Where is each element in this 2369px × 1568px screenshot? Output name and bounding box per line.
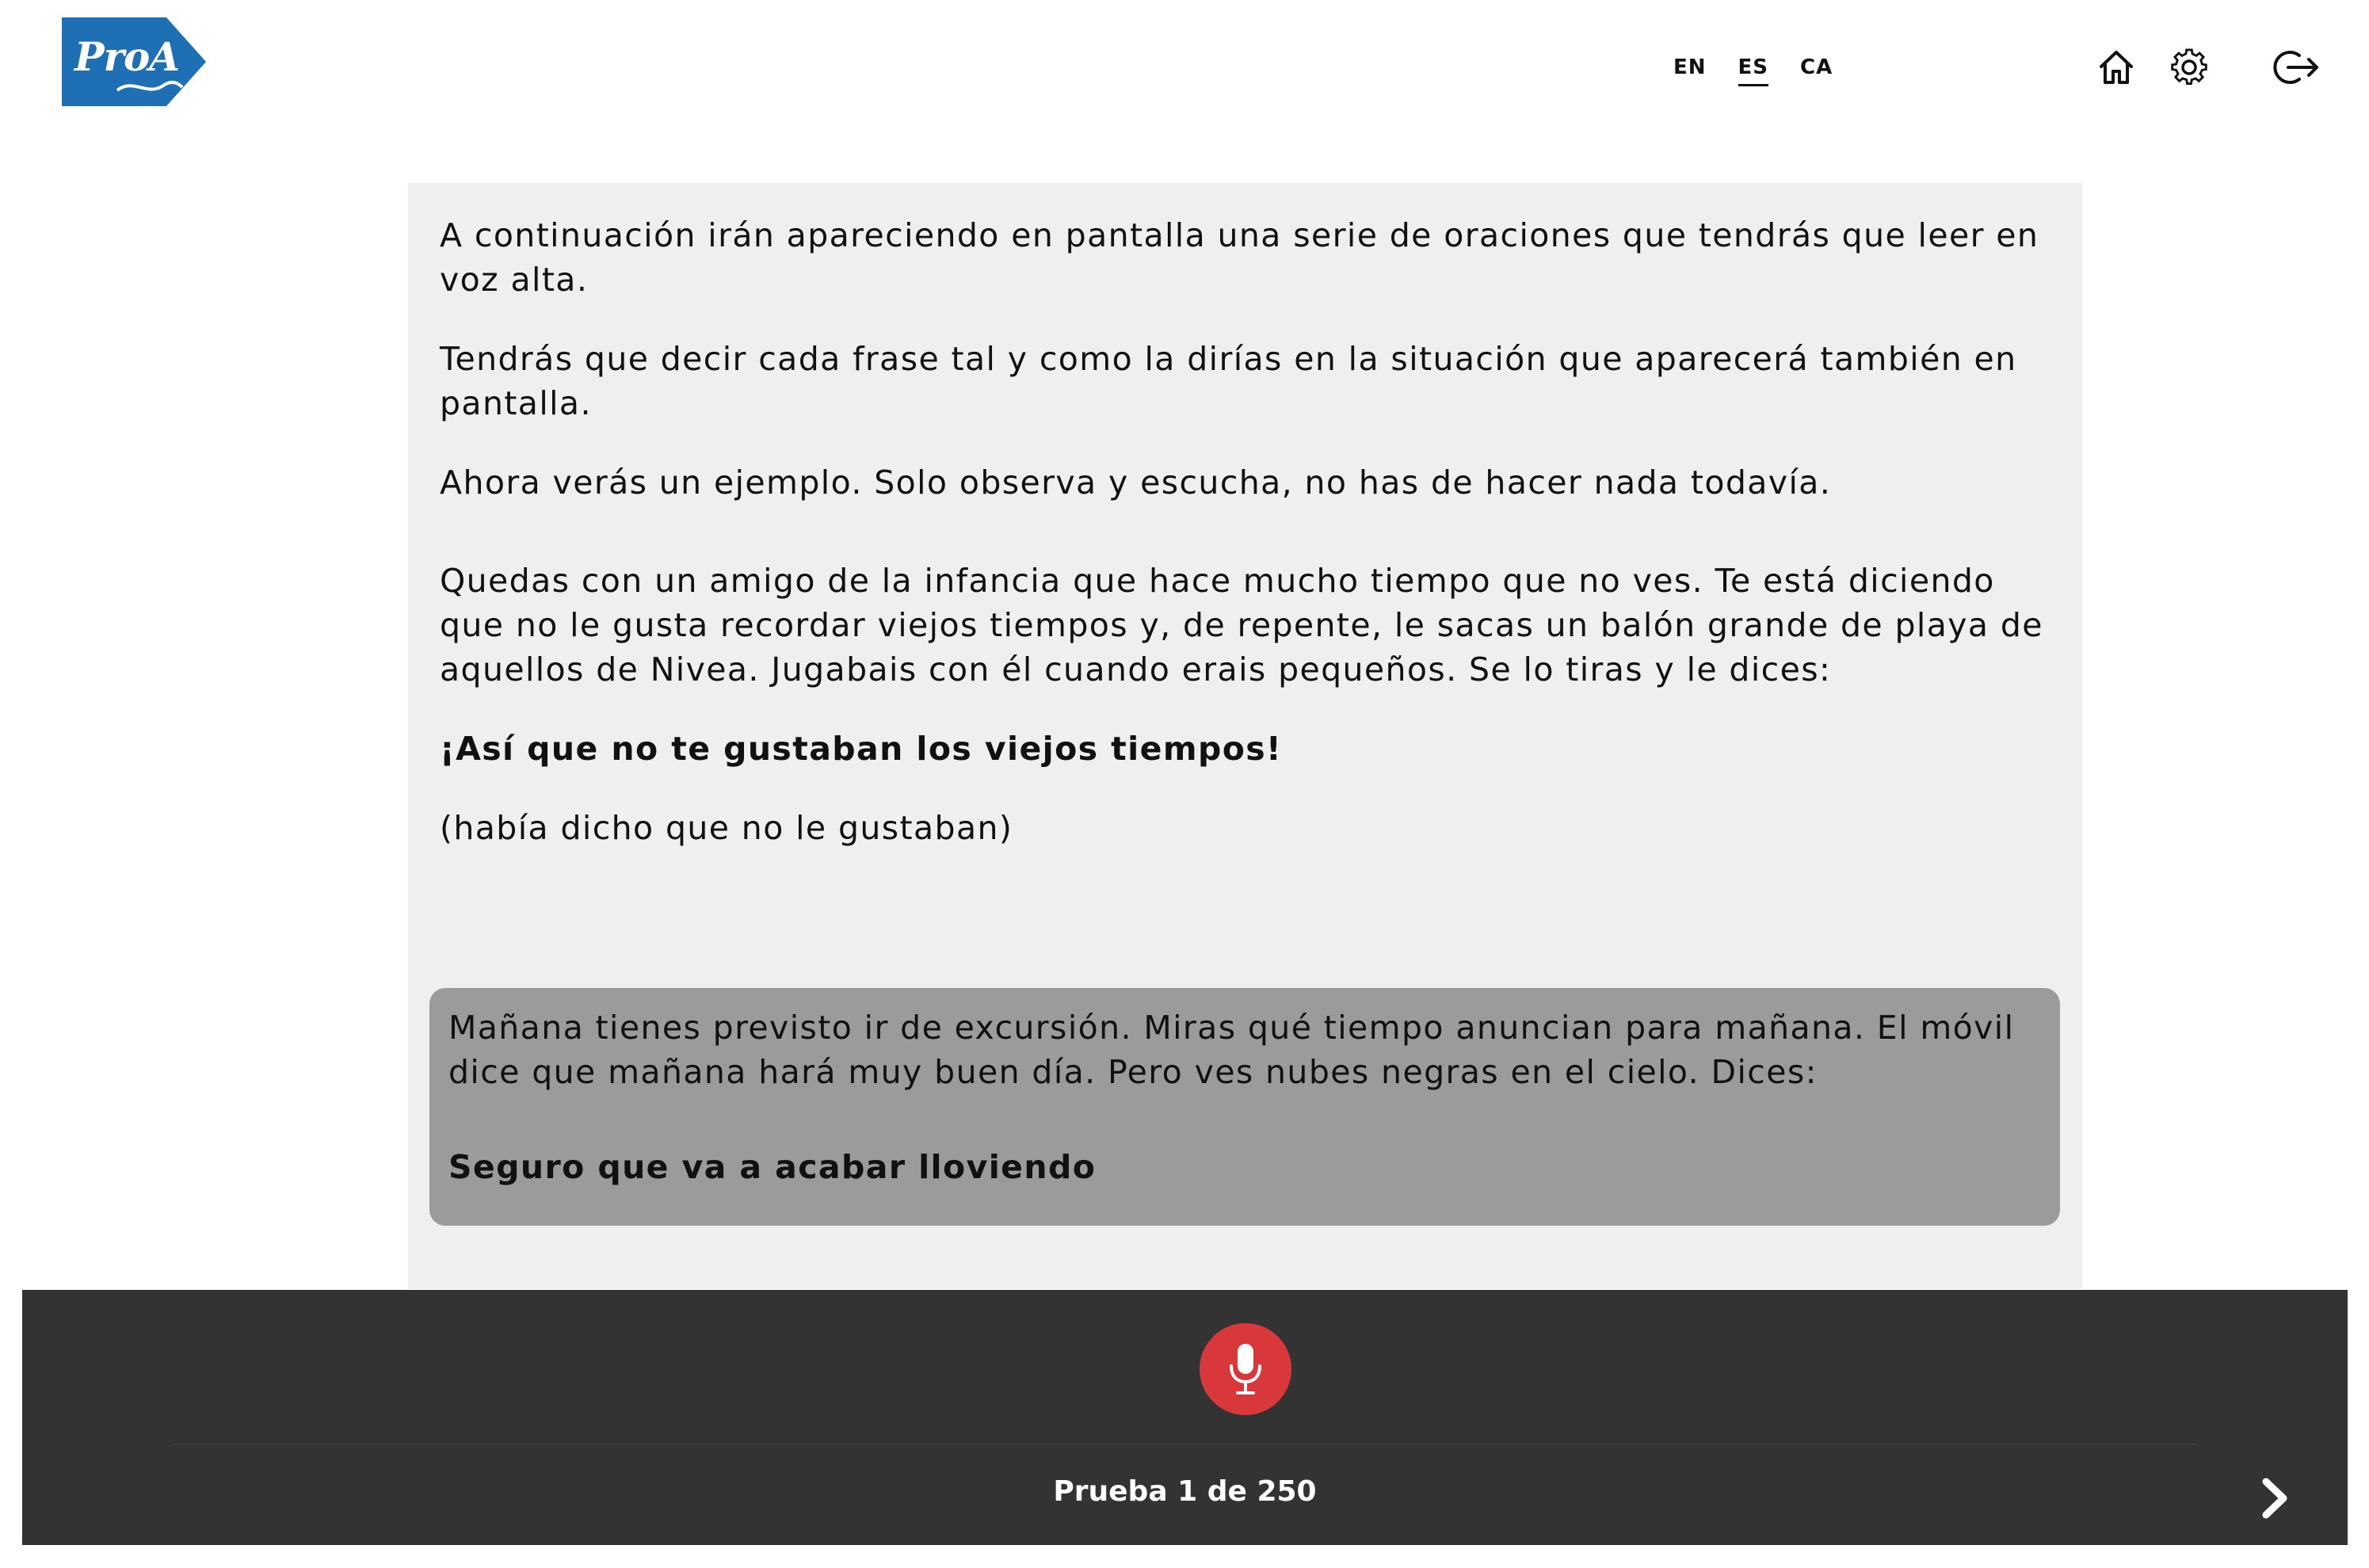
- footer-bar: [22, 1290, 2348, 1545]
- gear-icon[interactable]: [2168, 46, 2211, 89]
- trial-card: [429, 988, 2060, 1226]
- logo-text: ProA: [74, 33, 180, 80]
- example-sentence: ¡Así que no te gustaban los viejos tiempos!: [440, 730, 1283, 768]
- trial-situation: Mañana tienes previsto ir de excursión. Miras qué tiempo anuncian para mañana. El móvil dice que mañana hará muy buen día. Pero ves nubes negras en el cielo. Dices:: [448, 1009, 2015, 1091]
- language-switcher: [1673, 55, 1833, 86]
- next-button[interactable]: [2256, 1477, 2295, 1520]
- home-icon[interactable]: [2095, 46, 2138, 89]
- example-scenario: Quedas con un amigo de la infancia que hace mucho tiempo que no ves. Te está diciendo que no le gusta recordar viejos tiempos y, de repente, le sacas un balón grande de playa de aquellos de Nivea. Jugabais con él cuando erais pequeños. Se lo tiras y le dices:: [440, 562, 2043, 689]
- instruction-paragraph-1: A continuación irán apareciendo en pantalla una serie de oraciones que tendrás que leer en voz alta.: [440, 216, 2039, 299]
- footer-divider: [173, 1444, 2197, 1445]
- example-note: (había dicho que no le gustaban): [440, 809, 1013, 847]
- microphone-icon: [1223, 1342, 1268, 1396]
- lang-en[interactable]: EN: [1673, 55, 1707, 79]
- logout-icon[interactable]: [2272, 46, 2320, 89]
- chevron-right-icon: [2256, 1477, 2295, 1520]
- instruction-paragraph-3: Ahora verás un ejemplo. Solo observa y escucha, no has de hacer nada todavía.: [440, 464, 1832, 502]
- proa-logo: [62, 17, 206, 106]
- instruction-paragraph-2: Tendrás que decir cada frase tal y como la dirías en la situación que aparecerá también en pantalla.: [440, 340, 2017, 422]
- trial-sentence: Seguro que va a acabar lloviendo: [448, 1148, 1097, 1186]
- lang-ca[interactable]: CA: [1800, 55, 1833, 79]
- trial-progress: Prueba 1 de 250: [1053, 1475, 1317, 1508]
- record-button[interactable]: [1200, 1323, 1291, 1415]
- instructions-panel: [408, 183, 2082, 1289]
- lang-es[interactable]: ES: [1738, 55, 1769, 86]
